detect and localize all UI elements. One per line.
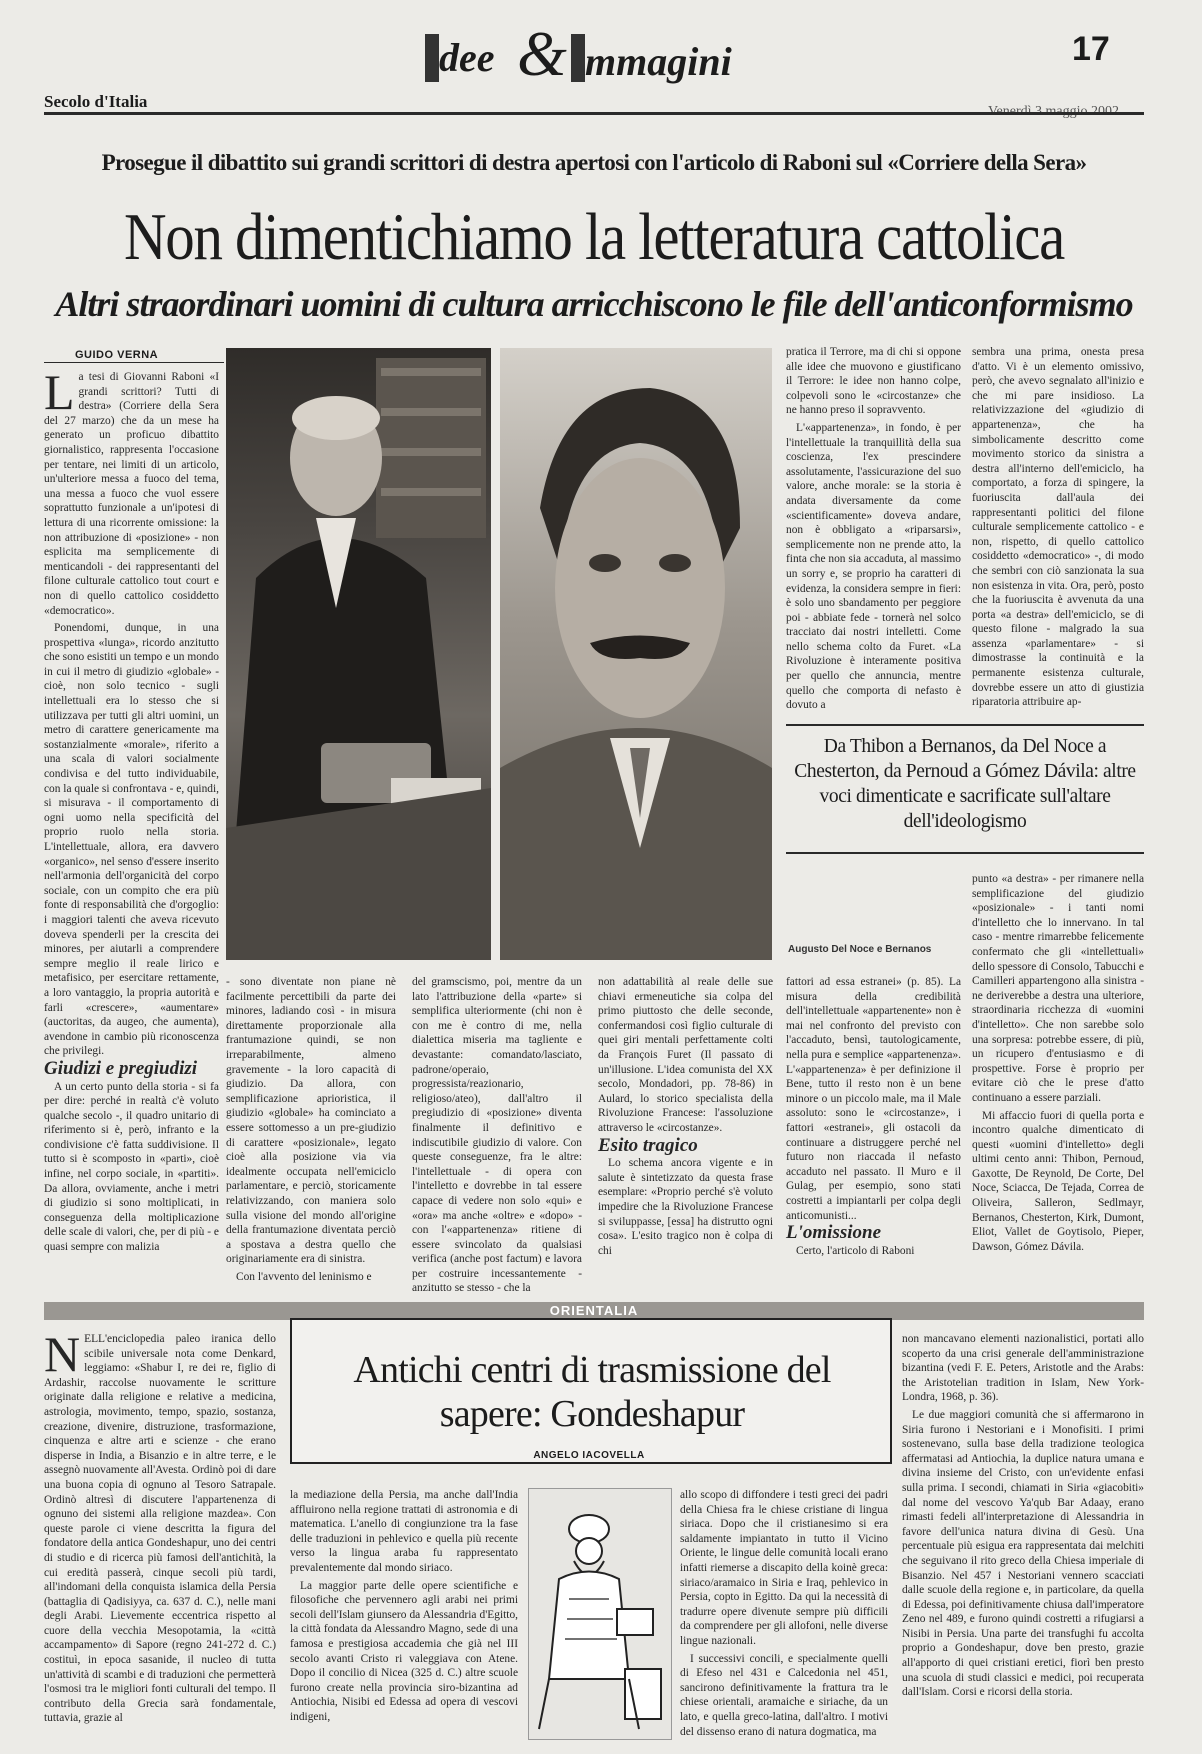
photo-del-noce [226, 348, 491, 960]
article1-col5-para4: Certo, l'articolo di Raboni [796, 1244, 915, 1257]
article2-col4-para1: non mancavano elementi nazionalistici, portati allo scoperto da una crisi generale dell'amministrazione bizantina (vedi F. E. Peters, Aristotle and the Arabs: the Aristotelian tradition in Islam, New York-Londra, 1968, p. 36). [902, 1333, 1144, 1404]
article1-subhead-giudizi: Giudizi e pregiudizi [44, 1057, 198, 1079]
article2-column-3 [680, 1488, 888, 1742]
article1-col4-para2: Lo schema ancora vigente e in salute è sintetizzato da questa frase esemplare: «Proprio perché s'è voluto impedire che la Rivoluzione Francese si sviluppasse, [essa] ha distrutto ogni cosa». L'esito tragico non è colpa di chi [598, 1157, 773, 1257]
masthead: Secolo d'Italia [44, 92, 148, 111]
article1-col1-para2: Ponendomi, dunque, in una prospettiva «lunga», ricordo anzitutto che sono esistiti un tempo e un mondo in cui il metro di giudizio «globale» - cioè, non solo tecnico - sugli intellettuali era lo stesso che si utilizzava per tutti gli altri uomini, un metro di carattere genericamente ma sostanzialmente «morale», riferito a una scala di valori socialmente condivisa e del tutto individuabile, con la quale si confrontava - e, quindi, si misurava - il comportamento di ogni uomo nella specificità del proprio ruolo nella storia. L'intellettuale, allora, era davvero «organico», nel senso d'essere inserito nell'armonia dell'organicità del corpo sociale, con un compito che era più fonte di responsabilità che d'orgoglio: i maggiori talenti che aveva ricevuto doveva spenderli per la crescita dei minores, per aiutarli a comprendere sempre meglio il reale lirico e metafisico, per esercitare rettamente, a loro vantaggio, la propria autorità e farli «crescere», «aumentare» (auctoritas, da augeo, che aumenta), avendone in cambio più riconoscenza che privilegi. [44, 622, 219, 1058]
article2-col3-para2: I successivi concili, e specialmente quelli di Efeso nel 431 e Calcedonia nel 451, sancirono definitivamente la frattura tra le chiese orientali, aramaiche e siriache, da un lato, e quella greco-latina, dall'altro. I motivi del dissenso erano di natura dogmatica, ma [680, 1652, 888, 1738]
section-banner [425, 12, 785, 98]
article2-title: Antichi centri di trasmissione del sapere: Gondeshapur [353, 1349, 831, 1435]
article1-col1-intro: a tesi di Giovanni Raboni «I grandi scrittori? Tutti di destra» (Corriere della Sera del 27 marzo) che da un mese ha generato un proficuo dibattito giornalistico, rappresenta l'occasione per tentare, nei limiti di un articolo, un'ulteriore messa a fuoco del tema, una messa a fuoco che vuol essere soprattutto funzionale a un'ipotesi di lettura di una ricorrente omissione: la non attribuzione di «posizione» - non esplicita ma semplicemente di menticandoli - dei rappresentanti del filone culturale cattolico tout court e non di quello cattolico cosiddetto «democratico». [44, 371, 219, 617]
article2-author: ANGELO IACOVELLA [533, 1450, 645, 1461]
article1-col4-para1: non adattabilità al reale delle sue chiavi ermeneutiche sia colpa del primo piuttosto che delle seconde, confermandosi così figlio culturale di quei giri mentali perfettamente colti da François Furet (Il passato di un'illusione. L'idea comunista del XX secolo, Mondadori, pp. 78-86) in Aulard, lo storico specialista della Rivoluzione Francese: l'assoluzione attraverso le «circostanze». [598, 976, 773, 1134]
article1-col5-para1: pratica il Terrore, ma di chi si oppone alle idee che muovono e giustificano il Terrore: le idee non hanno colpe, colpevoli sono le «circostanze» che ne hanno preso il sopravvento. [786, 346, 961, 417]
article1-col5-para3: fattori ad essa estranei» (p. 85). La misura della credibilità dell'intellettuale «appartenente» non è mai nel confronto del previsto con l'accaduto, bensì, tautologicamente, nella pura e semplice «appartenenza». L'«appartenenza» è per definizione il Bene, tutto il resto non è un bene minore o un piccolo male, ma il Male assoluto: sono le «circostanze», i fattori «estranei», gli ostacoli da continuare a distruggere perché nel futuro non riaccada il nefasto accaduto nel passato. Il Muro e il Gulag, per esempio, sono stati costretti a impiantarli per colpa degli anticomunisti... [786, 976, 961, 1222]
article1-col6-para3: Mi affaccio fuori di quella porta e incontro qualche dimenticato di questi «uomini d'intelletto» degli ultimi cento anni: Thibon, Pernoud, Gaxotte, De Reynold, De Corte, Del Noce, Sciacca, De Tejada, Correa de Oliveira, Salleron, Sedlmayr, Bernanos, Chesterton, Kirk, Dumont, Eliot, Vallet de Goytisolo, Pieper, Dawson, Gómez Dávila. [972, 1109, 1144, 1253]
article1-kicker: Prosegue il dibattito sui grandi scrittori di destra apertosi con l'articolo di Raboni sul «Corriere della Sera» [101, 150, 1087, 175]
scholar-illustration-drawing [529, 1489, 671, 1739]
article2-column-1 [44, 1326, 276, 1742]
scholar-illustration [528, 1488, 672, 1740]
article1-col3-para1: del gramscismo, poi, mentre da un lato l'attribuzione della «parte» si semplifica ulteriormente (chi non è con me è contro di me, nella dialettica miseria ma tagliente e devastante: comandato/lasciato, padrone/operaio, progressista/reazionario, religioso/ateo), dall'altro il pregiudizio di «posizione» diventa finalmente il definitivo e indiscutibile giudizio di valore. Con queste conseguenze, fra le altre: l'intellettuale - di opera con l'intelletto e dovrebbe in tal essere capace di vedere non solo «qui» e «ora» ma anche «oltre» e «dopo» - con l'«appartenenza» ritiene di essere svincolato da qualsiasi verifica (anche post factum) e lavora per costruire incessantemente - anzitutto se stesso - che la [412, 976, 582, 1295]
article2-col4-para2: Le due maggiori comunità che si affermarono in Siria furono i Nestoriani e i Monofisiti. I primi sostenevano, sulla base della tradizione teologica affermatasi ad Antiochia, la duplice natura umana e divina insieme del Cristo, con un'evidente enfasi sulla prima. I secondi, chiamati in Siria «giacobiti» dal nome del vescovo Ya'qub Bar Adaay, erano rimasti fedeli all'interpretazione di Alessandria in favore dell'unica natura divina di Gesù. Una percentuale più esigua era rappresentata dai melchiti che seguivano il rito greco della Chiesa imperiale di Bisanzio. Nel 457 i Nestoriani vennero scacciati dalle scuole della regione e, in particolare, da quella di Edessa, poi definitivamente chiusa dall'imperatore Zeno nel 489, e furono quindi costretti a rifugiarsi a Nisibi in Persia. Una parte dei transfughi fu accolta proprio a Gondeshapur, dove ben presto, grazie all'apporto di quei cristiani eretici, fiorì ben presto una scuola di studi classici e medici, poi recuperata dall'Islam. Corsi e ricorsi della storia. [902, 1408, 1144, 1699]
article2-dropcap: N [44, 1326, 81, 1382]
article2-title-box [290, 1318, 892, 1464]
article2-column-4 [902, 1332, 1144, 1742]
article1-col1-para3: A un certo punto della storia - si fa per dire: perché in realtà c'è voluto qualche secolo -, il quadro unitario di riferimento si è, però, infranto e la condivisione c'è fatta suddivisione. Il tutto si è scomposto in «parti», cioè infine, nel corpo sociale, in «partiti». Da allora, ovviamente, anche i metri di giudizio si sono moltiplicati, in conseguenza della moltiplicazione delle scale di valori, che, per di più - e quasi sempre con malizia [44, 1080, 219, 1254]
article1-title: Non dimentichiamo la letteratura cattolica [124, 200, 1064, 274]
article1-author: GUIDO VERNA [75, 349, 159, 361]
article1-col6-para1: sembra una prima, onesta presa d'atto. Vi è un elemento omissivo, però, che avevo segnalato all'inizio e che mi pare insidioso. La relativizzazione del «giudizio di appartenenza», che ha simbolicamente descritto come movimento storico da sinistra a destra all'interno dell'emiciclo, ha comportato, a forza di spingere, la fuoriuscita dall'aula dei rappresentanti politici del filone culturale semplicemente cattolico - e non, rispetto, di quello cattolico cosiddetto «democratico» -, di modo che sembri con ciò sanzionata la sua non esistenza in vita. Ora, però, posto che la fuoriuscita è avvenuta da una porta «a destra» dell'emiciclo, se di questo filone - malgrado la sua assenza «parlamentare» - si dimostrasse la continuità e la permanente esistenza culturale, dovrebbe essere un atto di giustizia riparatoria attribuire ap- [972, 346, 1144, 709]
article1-col6-para2: punto «a destra» - per rimanere nella semplificazione del giudizio «posizionale» - i tanti nomi d'intelletto che lo innervano. In tal caso - mentre rimarrebbe felicemente confermato che gli «intellettuali» dello spessore di Consolo, Tabucchi e Camilleri appartengono alla sinistra - ne deriverebbe a destra una ulteriore, straordinaria ricchezza di «uomini d'intelletto». Che non sarebbe solo una sorpresa: potrebbe essere, di più, un ricupero d'entusiasmo e di prospettive. Forse è proprio per evitare ciò che le prese d'atto continuano a essere parziali. [972, 873, 1144, 1104]
article1-col2-para2: Con l'avvento del leninismo e [236, 1270, 372, 1283]
photo-del-noce-drawing [226, 348, 491, 960]
article1-column-1 [44, 364, 219, 1270]
orientalia-label: ORIENTALIA [549, 1303, 639, 1318]
section-banner-box2 [571, 34, 585, 82]
pullquote-rule-bottom [786, 852, 1144, 854]
article1-column-6-bottom [972, 872, 1144, 1272]
article2-col1-text: ELL'enciclopedia paleo iranica dello scibile universale nota come Denkard, leggiamo: «Shabur I, re dei re, figlio di Ardashir, raccolse nuovamente le scritture originate dalla religione e relative a medicina, astrologia, movimento, tempo, spazio, sostanza, creazione, divenire, distruzione, trasformazione, cinquenza e altre arti e scienze - che erano disperse in India, a Bisanzio e in altre terre, e le assegnò nuovamente all'Avesta. Ordinò poi di dare una buona copia di ognuno al Tesoro Satrapale. Ordinò altresì di discutere l'appartenenza di ognuno dei sistemi alla religione mazdea». Con queste parole ci viene descritta la figura del fondatore della antica Gondeshapur, uno dei centri di studio e di ricerca più famosi dell'antichità, la cui eredità passerà, cinque secoli più tardi, all'indomani della conquista islamica della Persia (battaglia di Qadisiyya, ca. 637 d. C.), nelle mani degli Arabi. Lievemente eccentrica rispetto al cuore della vecchia Mesopotamia, la «città accampamento» di Sapore (regno 241-272 d. C.) costituì, in epoca sasanide, il nucleo di tutta un'attività di scambi e di traduzioni che permetterà l'osmosi tra le migliori fonti culturali del tempo. Il contributo della Grecia sarà fondamentale, tuttavia, grazie al [44, 1333, 276, 1725]
article1-column-3 [412, 975, 582, 1295]
article1-column-5-bottom [786, 975, 961, 1272]
article1-pullquote: Da Thibon a Bernanos, da Del Noce a Chesterton, da Pernoud a Gómez Dávila: altre voci dimenticate e sacrificate sull'altare dell'ideologismo [794, 736, 1136, 832]
photo-caption: Augusto Del Noce e Bernanos [788, 944, 932, 955]
author-rule [44, 362, 224, 363]
section-banner-box1 [425, 34, 439, 82]
photo-bernanos [500, 348, 772, 960]
article1-col5-para2: L'«appartenenza», in fondo, è per l'intellettuale la tranquillità della sua coscienza, l'ex prescindere assolutamente, l'assicurazione del suo valore, anche morale: se la storia è andata diversamente da come «scientificamente» doveva andare, non è obbligato a «riparsarsi», semplicemente non ne prende atto, la finta che non sia accaduta, al massimo un sorry e, se proprio ha caratteri di evidenza, la considera sempre in fieri: è solo uno sbandamento per peggiore poi - abbiate fede - tornerà nel solco tracciato dai nostri intelletti. Come nello schema colto da Furet. «La Rivoluzione è interamente positiva per quello che annuncia, mentre quello che comporta di nefasto è dovuto a [786, 421, 961, 712]
section-word-immagini: mmagini [585, 39, 732, 84]
article1-column-2 [226, 975, 396, 1283]
article1-subhead-omissione: L'omissione [786, 1222, 882, 1244]
article1-subtitle: Altri straordinari uomini di cultura arricchiscono le file dell'anticonformismo [55, 284, 1133, 324]
article1-column-6-top [972, 345, 1144, 717]
pullquote-rule-top [786, 724, 1144, 726]
article2-col2-para1: la mediazione della Persia, ma anche dall'India affluirono nella regione trattati di astronomia e di matematica. L'anello di congiunzione tra la fase delle traduzioni in pehlevico e quella più recente verso la lingua araba fu rappresentato prevalentemente dal mondo siriaco. [290, 1489, 518, 1574]
article1-column-5-top [786, 345, 961, 717]
article1-dropcap: L [44, 364, 75, 420]
section-ampersand: & [517, 18, 567, 89]
section-word-idee: dee [439, 35, 495, 80]
article1-subhead-esito: Esito tragico [598, 1134, 698, 1156]
article2-col2-para2: La maggior parte delle opere scientifiche e filosofiche che pervennero agli arabi nei primi secoli dell'Islam giunsero da Alessandria d'Egitto, la città fondata da Alessandro Magno, sede di una famosa e prestigiosa accademia che già nel III secolo avanti Cristo ri valeggiava con Atene. Dopo il concilio di Nicea (325 d. C.) altre scuole furono create nella provincia siro-bizantina ad Antiochia, Nisibi ed Edessa ad opera di vescovi indigeni, [290, 1579, 518, 1723]
header-rule [44, 112, 1144, 115]
article1-column-4 [598, 975, 773, 1272]
article1-col2-para1: - sono diventate non piane nè facilmente percettibili da parte dei minores, ladiando così - in misura direttamente proporzionale alla frantumazione quindi, se non irreparabilmente, almeno gravemente - la loro capacità di giudizio. Da allora, con semplificazione aprioristica, il giudizio «globale» ha cominciato a essere sottomesso a un pre-giudizio di carattere «posizionale», legato cioè alla posizione via via idealmente occupata nell'emiciclo parlamentare, e perciò, storicamente relativizzando, con maniera solo sulla visione del mondo all'origine della frantumazione diventata perciò a spostava a destra quello che originariamente era di sinistra. [226, 976, 396, 1266]
photo-bernanos-drawing [500, 348, 772, 960]
article2-col3-para1: allo scopo di diffondere i testi greci dei padri della Chiesa fra le chiese cristiane di lingua siriaca. Dopo che il cristianesimo si era saldamente impiantato in tutto il Vicino Oriente, le lingue delle comunità locali erano infatti riemerse a discapito della koinè greca: siriaco/aramaico in Siria e Iraq, pehlevico in Persia, copto in Egitto. Da qui la necessità di tradurre opere divenute sempre più difficili da comprendere per gli allofoni, nelle diverse lingue nazionali. [680, 1489, 888, 1647]
article2-column-2 [290, 1488, 518, 1742]
page-number: 17 [1072, 30, 1110, 68]
